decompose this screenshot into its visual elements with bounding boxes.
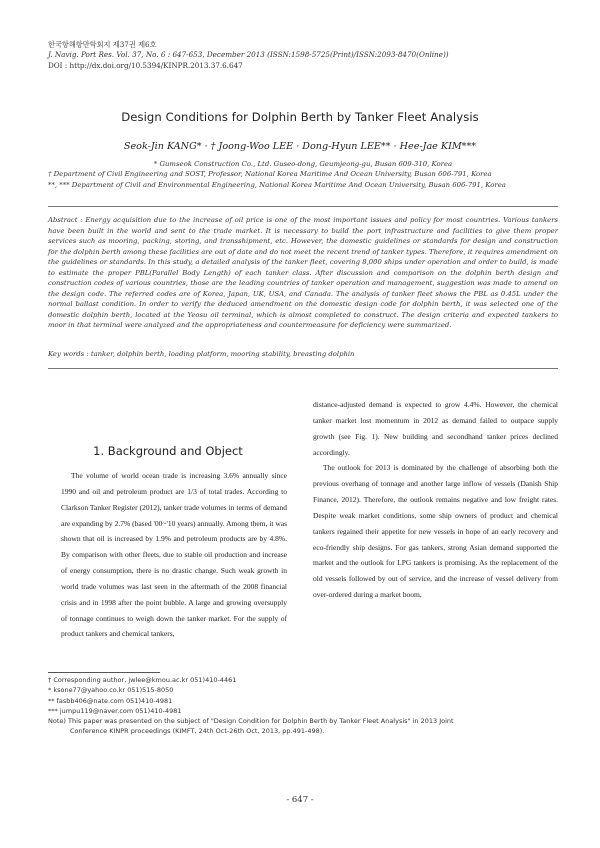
- abstract-top-rule: [48, 206, 558, 207]
- paragraph: The outlook for 2013 is dominated by the challenge of absorbing both the previous overhang of tonnage and another large inflow of vessels (Danish Ship Finance, 2012). Therefore, the outlook remains negative and low freight rates. Despite weak market conditions, some ship owners of product and chemical tankers regained their appetite for new vessels in hope of an early recovery and eco-friendly ship designs. For gas tankers, strong Asian demand supported the market and the outlook for LPG tankers is promising. As the replacement of the old vessels followed by out of service, and the increase of vessel delivery from over-ordered during a market boom,: [313, 463, 558, 600]
- right-column: [313, 397, 558, 603]
- paragraph: distance-adjusted demand is expected to grow 4.4%. However, the chemical tanker market lost momentum in 2012 as demand failed to outpace supply growth (see Fig. 1). New building and secondhand tanker prices declined accordingly.: [313, 400, 558, 457]
- affiliation-2: † Department of Civil Engineering and SOST, Professor, National Korea Maritime And Ocean University, Busan 606-791, Korea: [48, 170, 492, 179]
- abstract-bottom-rule: [48, 368, 558, 369]
- affiliation-1: * Gumseok Construction Co., Ltd. Guseo-dong, Geumjeong-gu, Busan 609-310, Korea: [153, 160, 453, 168]
- footnotes: [48, 675, 563, 737]
- paper-title: Design Conditions for Dolphin Berth by Tanker Fleet Analysis: [121, 110, 479, 124]
- author-list: Seok-Jin KANG* · † Joong-Woo LEE · Dong-Hyun LEE** · Hee-Jae KIM***: [123, 141, 477, 152]
- footnote-author-3: *** jumpu119@naver.com 051)410-4981: [48, 706, 182, 715]
- doi-line: DOI : http://dx.doi.org/10.5394/KINPR.2013.37.6.647: [48, 60, 243, 70]
- paragraph: The volume of world ocean trade is increasing 3.6% annually since 1990 and oil and petroleum product are 1/3 of total trades. According to Clarkson Tanker Register (2012), tanker trade volumes in terms of demand are expanding by 2.7% (based '00~'10 years) annually. Among them, it was shown that oil is increased by 1.9% and petroleum products are by 4.8%. By comparison with other fleets, due to stable oil production and increase of energy consumption, there is no drastic change. Such weak growth in world trade volumes was last seen in the aftermath of the 2008 financial crisis and in 1998 after the point bubble. A large and growing oversupply of tonnage continues to weigh down the tanker market. For the supply of product tankers and chemical tankers,: [61, 471, 287, 639]
- journal-header: [48, 40, 568, 71]
- footnote-note: Note) This paper was presented on the subject of "Design Condition for Dolphin Berth by Tanker Fleet Analysis" in 2013 Joint: [48, 717, 454, 726]
- page-number: - 647 -: [286, 795, 314, 805]
- section-heading: 1. Background and Object: [93, 444, 243, 458]
- journal-citation: J. Navig. Port Res. Vol. 37, No. 6 : 647-653, December 2013 (ISSN:1598-5725(Print)/ISSN:2093-8470(Online)): [48, 50, 449, 60]
- footnote-corresponding: † Corresponding author, jwlee@kmou.ac.kr 051)410-4461: [48, 676, 237, 684]
- affiliations: [48, 159, 558, 190]
- footnote-rule: [48, 672, 160, 673]
- footnote-note-cont: Conference KINPR proceedings (KIMFT, 24th Oct-26th Oct, 2013, pp.491-498).: [70, 727, 325, 736]
- affiliation-3: **, *** Department of Civil and Environmental Engineering, National Korea Maritime And Ocean University, Busan 606-791, Korea: [48, 180, 506, 189]
- left-column: [61, 468, 287, 642]
- keywords: Key words : tanker, dolphin berth, loading platform, mooring stability, breasting dolphin: [48, 350, 355, 358]
- footnote-author-2: ** fasbb406@nate.com 051)410-4981: [48, 696, 173, 705]
- journal-name-korean: 한국항해항만학회지 제37권 제6호: [48, 40, 157, 49]
- footnote-author-1: * ksone77@yahoo.co.kr 051)515-8050: [48, 686, 174, 695]
- abstract: Abstract : Energy acquisition due to the increase of oil price is one of the most important issues and policy for most countries. Various tankers have been built in the world and sent to the trade market. It is necessary to build the port infrastructure and facilities to give them proper services such as mooring, packing, storing, and transshipment, etc. However, the domestic guidelines or standards for design and construction for the dolphin berth among these facilities are out of date and do not meet the recent trend of tanker types. Therefore, it requires amendment on the guidelines or standards. In this study, a detailed analysis of the tanker fleet, covering 8,000 ships under operation and order to build, is made to estimate the proper PBL(Parallel Body Length) of each tanker class. After discussion and comparison on the dolphin berth design and construction codes of various countries, those are the leading countries of tanker operation and management, suggestion was made to amend on the design code. The referred codes are of Korea, Japan, UK, USA, and Canada. The analysis of tanker fleet shows the PBL as 0.45L under the normal ballast condition. In order to verify the deduced amendment on the domestic design code for dolphin berth, it was selected one of the domestic dolphin berth, located at the Yeosu oil terminal, which is almost completed to construct. The design criteria and expected tankers to moor in that terminal were analyzed and the appropriateness and countermeasure for deficiency were summarized.: [48, 216, 558, 330]
